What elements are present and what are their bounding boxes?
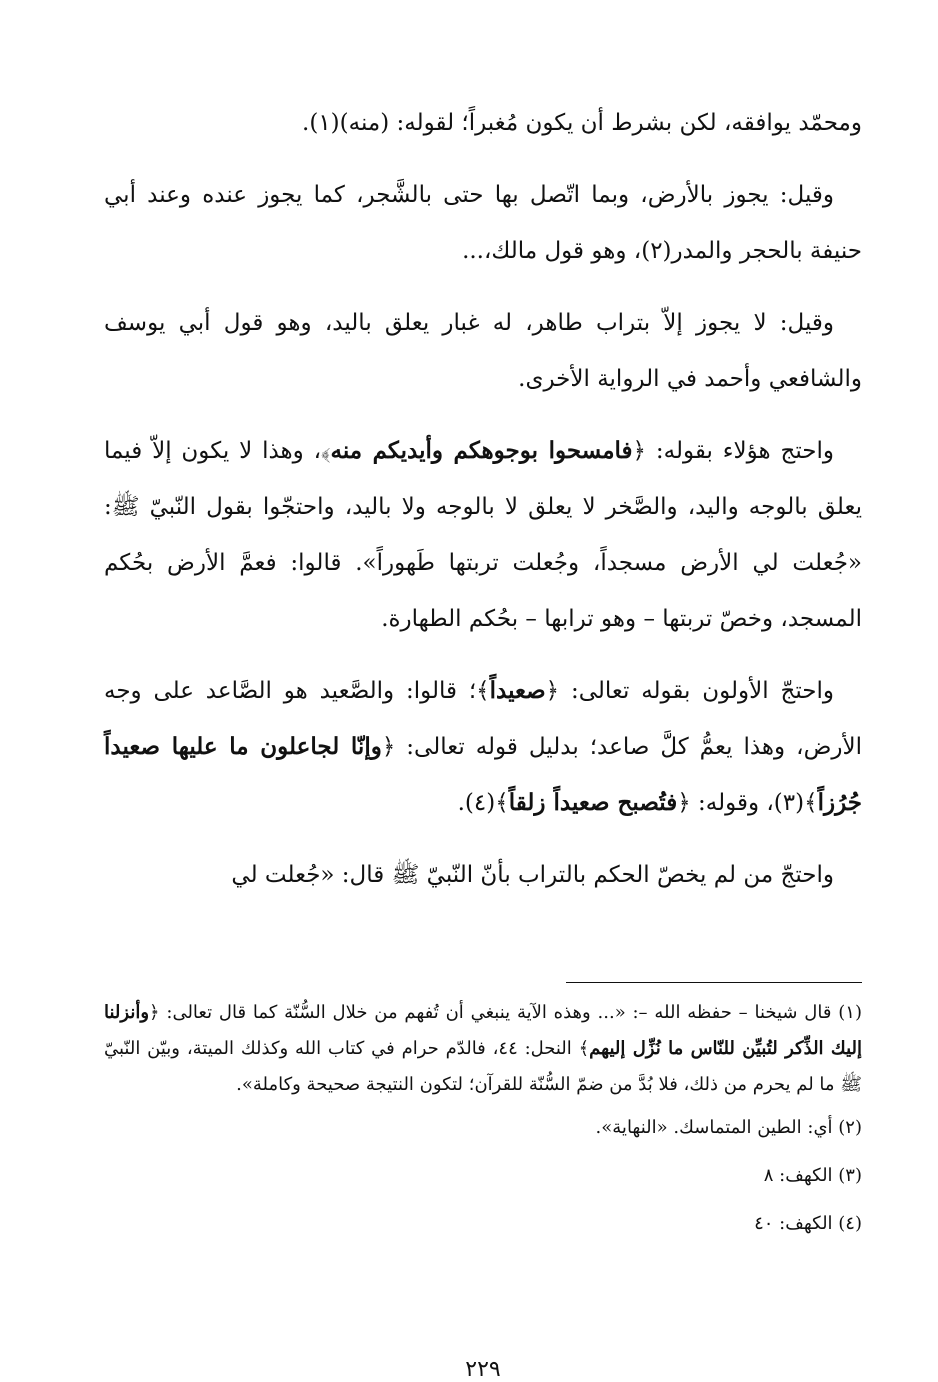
paragraph-text: واحتج هؤلاء بقوله: ﴿	[632, 438, 834, 464]
footnote-text: (٢) أي: الطين المتماسك. «النهاية».	[595, 1117, 862, 1138]
quran-verse: فتُصبح صعيداً زلقاً	[508, 789, 678, 816]
footnote	[104, 995, 862, 1103]
quran-verse: فامسحوا بوجوهكم وأيديكم منه	[330, 437, 633, 464]
quran-verse: صعيداً	[489, 677, 546, 704]
paragraph-text: ومحمّد يوافقه، لكن بشرط أن يكون مُغبراً؛ لقوله: (منه)(١).	[302, 110, 862, 136]
paragraph	[104, 847, 862, 903]
paragraph-text: وقيل: لا يجوز إلاّ بتراب طاهر، له غبار يعلق باليد، وهو قول أبي يوسف والشافعي وأحمد في الرواية الأخرى.	[104, 310, 862, 392]
paragraph-text: ﴾(٤).	[457, 790, 509, 816]
footnote-divider	[566, 982, 862, 983]
paragraph	[104, 295, 862, 407]
footnotes	[104, 995, 862, 1255]
footnote-text: (٤) الكهف: ٤٠	[754, 1213, 862, 1234]
quran-verse: وإنّا لجاعلون ما عليها صعيداً جُرُزاً	[104, 733, 862, 816]
paragraph	[104, 95, 862, 151]
paragraph-text: ﴾؛ قالوا: والصَّعيد هو الصَّاعد على وجه الأرض، وهذا يعمُّ كلَّ صاعد؛ بدليل قوله تعالى: ﴿	[104, 678, 862, 760]
footnote	[104, 1207, 862, 1241]
footnote-text: (٣) الكهف: ٨	[763, 1165, 862, 1186]
footnote	[104, 1111, 862, 1145]
footnote-text: ﴾ النحل: ٤٤، فالدّم حرام في كتاب الله وكذلك الميتة، وبيّن النّبيّ ﷺ ما لم يحرم من ذلك، فلا بُدَّ من ضمّ السُّنّة للقرآن؛ لتكون النتيجة صحيحة وكاملة».	[104, 1038, 862, 1095]
footnote-text: (١) قال شيخنا – حفظه الله –: «... وهذه الآية ينبغي أن تُفهم من خلال السُّنّة كما قال تعالى: ﴿	[149, 1002, 862, 1023]
paragraph-text: وقيل: يجوز بالأرض، وبما اتّصل بها حتى بالشَّجر، كما يجوز عنده وعند أبي حنيفة بالحجر والمدر(٢)، وهو قول مالك،...	[104, 182, 862, 264]
paragraph	[104, 167, 862, 279]
quran-verse: وأنزلنا إليك الذِّكر لتُبيِّن للنّاس ما نُزِّل إليهم	[104, 1002, 862, 1059]
paragraph	[104, 663, 862, 831]
paragraph-text: واحتجّ الأولون بقوله تعالى: ﴿	[545, 678, 834, 704]
paragraph-text: ﴾(٣)، وقوله: ﴿	[677, 790, 818, 816]
paragraph-text: واحتجّ من لم يخصّ الحكم بالتراب بأنّ النّبيّ ﷺ قال: «جُعلت لي	[231, 862, 834, 888]
paragraph	[104, 423, 862, 647]
main-text	[104, 95, 862, 1382]
page-number: ٢٢٩	[465, 1357, 501, 1382]
footnote	[104, 1159, 862, 1193]
paragraph-text: ﴾، وهذا لا يكون إلاّ فيما يعلق بالوجه واليد، والصَّخر لا يعلق لا بالوجه ولا باليد، واحتجّوا بقول النّبيّ ﷺ: «جُعلت لي الأرض مسجداً، وجُعلت تربتها طَهوراً». قالوا: فعمَّ الأرض بحُكم المسجد، وخصّ تربتها – وهو ترابها – بحُكم الطهارة.	[104, 438, 862, 632]
